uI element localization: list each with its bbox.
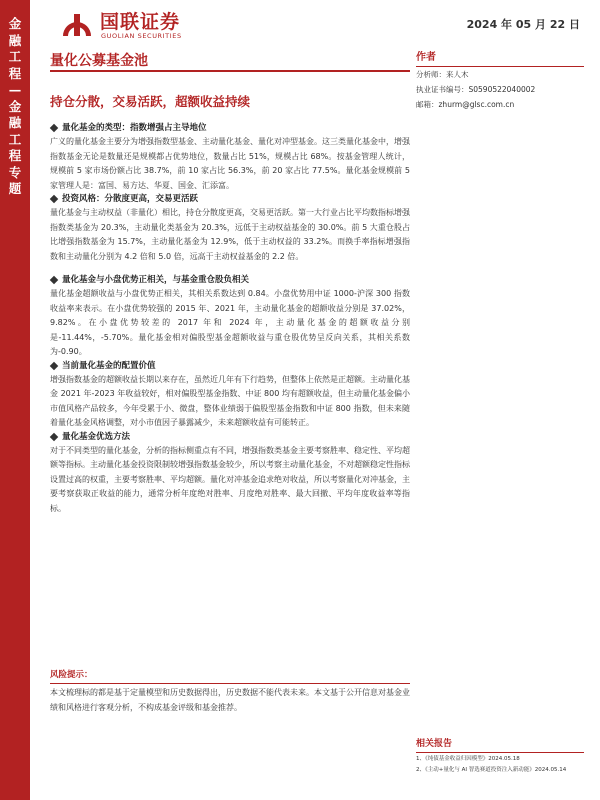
section-heading-text: 量化基金的类型：指数增强占主导地位 [62,123,207,133]
related-title: 相关报告 [416,739,453,749]
report-type: 量化公募基金池 [50,53,148,69]
diamond-bullet-icon [50,195,58,203]
sidebar-char: 金 [8,98,22,114]
section-heading-text: 投资风格：分散度更高，交易更活跃 [62,194,199,204]
sidebar-char: 融 [8,115,22,130]
section-heading-text: 量化基金与小盘优势正相关，与基金重仓股负相关 [62,275,250,285]
related-reports [416,736,584,775]
diamond-bullet-icon [50,432,58,440]
section-heading [50,193,410,206]
logo-mark-icon [60,8,94,38]
risk-divider [50,683,410,684]
risk-title: 风险提示： [50,670,93,680]
section-paragraph: 量化基金超额收益与小盘优势正相关，其相关系数达到 0.84。小盘优势用中证 1000-沪深 300 指数收益率来表示。在小盘优势较强的 2015 年、2021 年，主动量化基金的超额收益分别是 37.02%，9.82%。在小盘优势较差的 2017 年和 2024 年，主动量化基金的超额收益分别是-11.44%，-5.70%。量化基金相对偏股型基金超额收益与重仓股优势呈反向关系，其相关系数为-0.90。 [50,289,410,356]
company-logo [60,6,220,44]
related-report-link[interactable]: 2、《主动+量化与 AI 智选赛道投资注入新动能》2024.05.14 [416,767,567,773]
license-number: 执业证书编号：S0590522040002 [416,85,536,94]
sidebar-char: 工 [8,131,22,147]
related-divider [416,752,584,753]
section-heading [50,360,410,373]
analyst-email[interactable]: 邮箱：zhurm@glsc.com.cn [416,100,515,109]
diamond-bullet-icon [50,124,58,132]
title-divider [50,70,410,72]
sidebar-char: 工 [8,49,22,64]
section-gap [50,264,410,274]
summary-body [50,122,410,516]
sidebar-char: 题 [8,181,22,196]
risk-notice [50,669,410,715]
related-report-link[interactable]: 1、《纯债基金收益归因模型》2024.05.18 [416,756,520,762]
section-heading [50,122,410,135]
author-title: 作者 [416,52,436,63]
report-headline: 持仓分散，交易活跃，超额收益持续 [50,94,251,109]
sidebar-char: 融 [8,32,22,48]
section-heading-text: 量化基金优选方法 [62,431,131,442]
diamond-bullet-icon [50,276,58,284]
sidebar-band [0,0,30,800]
section-heading [50,431,410,444]
author-panel [416,48,584,112]
section-paragraph: 广义的量化基金主要分为增强指数型基金、主动量化基金、量化对冲型基金。这三类量化基金中，增强指数基金无论是数量还是规模都占优势地位，数量占比 51%，规模占比 68%。按基金管理人统计，规模前 5 家市场份额占比 38.7%，前 10 家占比 56.3%，前 20 家占比 77.5%。量化基金规模前 5 家管理人是：富国、易方达、华夏、国金、汇添富。 [50,137,410,190]
risk-text: 本文梳理标的都是基于定量模型和历史数据得出，历史数据不能代表未来。本文基于公开信息对基金业绩和风格进行客观分析，不构成基金评级和基金推荐。 [50,688,410,712]
sidebar-char: 程 [8,148,22,163]
sidebar-char: 专 [8,164,22,180]
section-paragraph: 量化基金与主动权益（非量化）相比，持仓分散度更高，交易更活跃。第一大行业占比平均数指标增强指数类基金为 20.3%，主动量化类基金为 20.3%，远低于主动权益基金的 30.0%。前 5 大重仓股占比增强指数基金为 15.7%，主动量化基金为 12.9%，低于主动权益的 33.2%。而换手率指标增强指数和主动量化分别为 4.2 倍和 5.0 倍，远高于主动权益基金的 2.2 倍。 [50,208,410,261]
sidebar-label [4,16,26,198]
section-heading [50,274,410,287]
logo-name-cn: 国联证券 [100,11,181,33]
logo-name-en: GUOLIAN SECURITIES [101,32,182,40]
diamond-bullet-icon [50,361,58,369]
sidebar-char: 程 [8,65,22,81]
section-heading-text: 当前量化基金的配置价值 [62,360,156,371]
report-date: 2024 年 05 月 22 日 [466,18,580,31]
sidebar-char: 金 [8,16,22,31]
section-paragraph: 增强指数基金的超额收益长期以来存在，虽然近几年有下行趋势，但整体上依然是正超额。主动量化基金 2021 年-2023 年收益较好，相对偏股型基金指数、中证 800 均有超额收益，但主动量化基金偏小市值风格产品较多，今年受累于小、微盘，整体业绩弱于偏股型基金指数和中证 800 指数，但未来随着量化基金风格调整，对小市值因子暴露减少，未来超额收益有可能转正。 [50,374,410,427]
analyst-name: 分析师：来人木 [416,70,469,79]
sidebar-char: — [8,82,22,97]
section-paragraph: 对于不同类型的量化基金，分析的指标侧重点有不同，增强指数类基金主要考察胜率、稳定性、平均超额等指标。主动量化基金投资限制较增强指数基金较少，所以考察主动量化基金，不对超额稳定性指标设置过高的权重，主要考察胜率、平均超额。量化对冲基金追求绝对收益，所以考察量化对冲基金，主要考察获取正收益的能力，通常分析年度绝对胜率、月度绝对胜率、最大回撤、平均年度收益率等指标。 [50,445,410,513]
